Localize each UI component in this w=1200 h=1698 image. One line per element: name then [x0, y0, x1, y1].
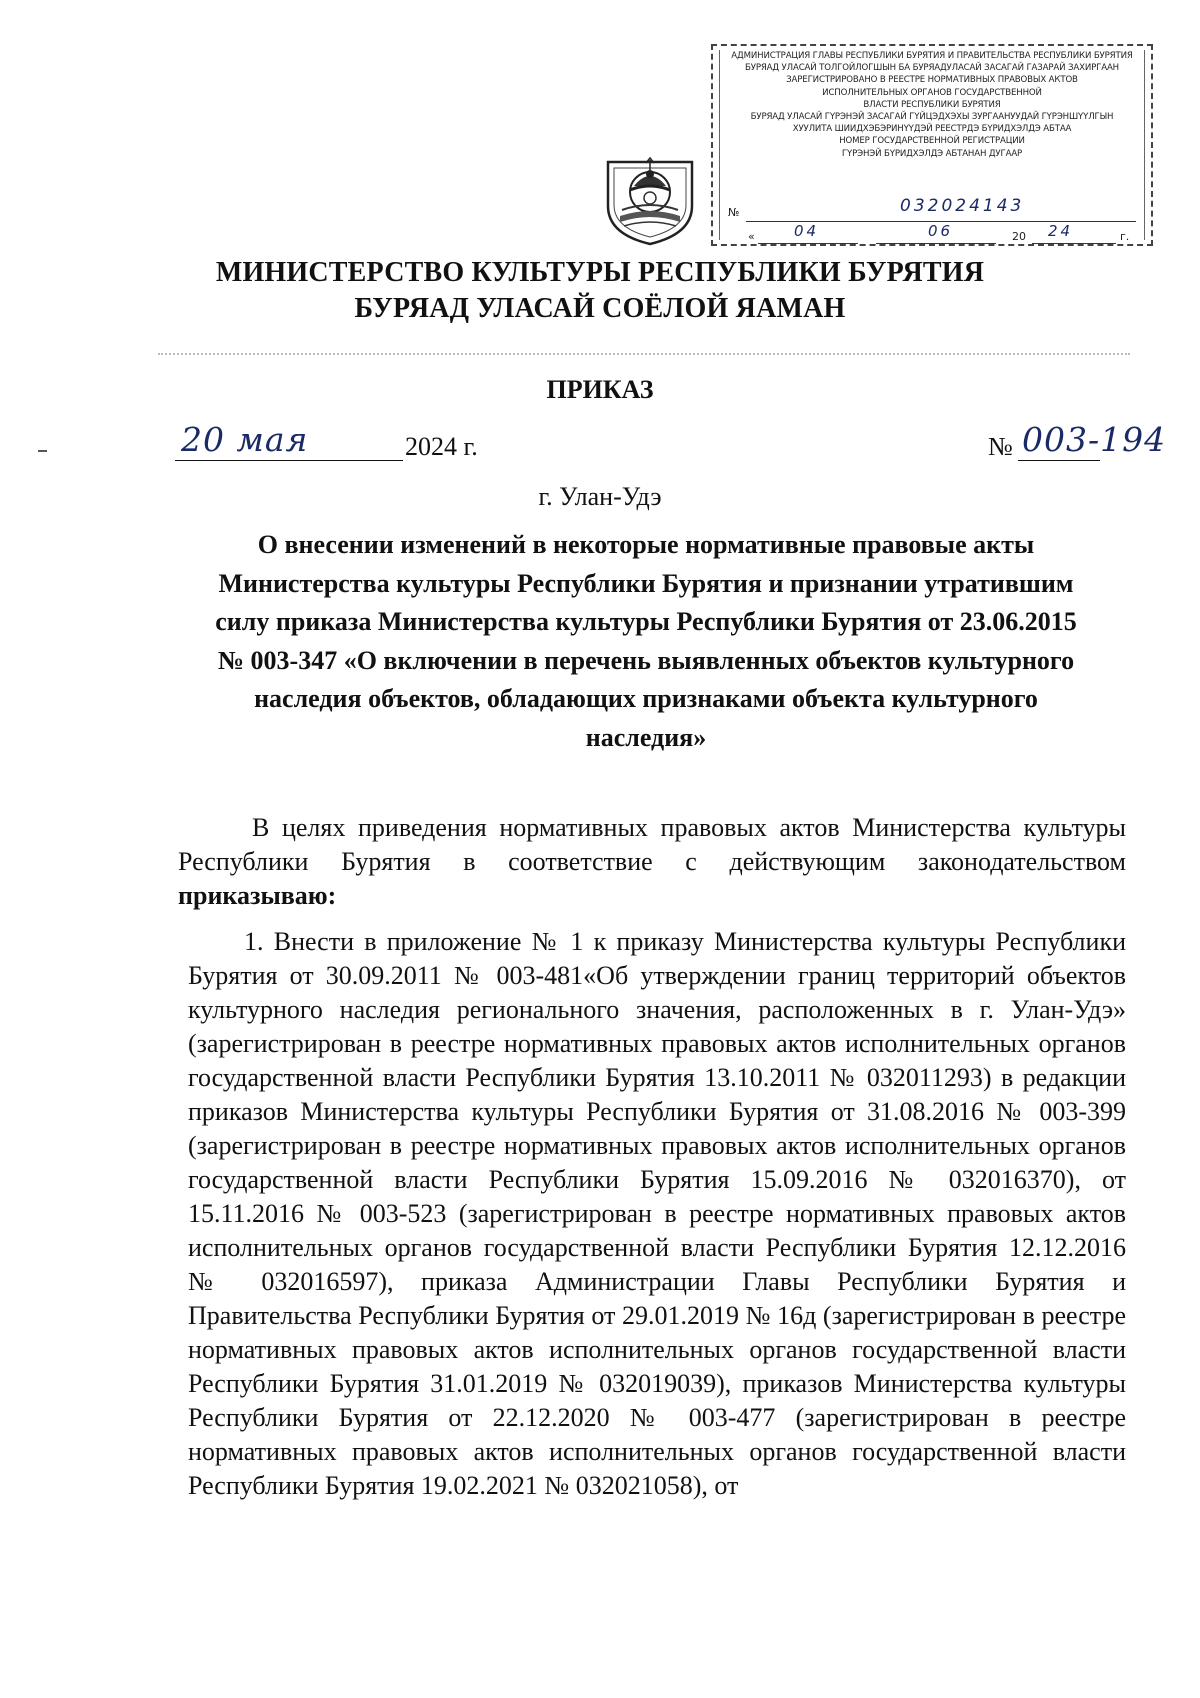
stamp-registration-number: 032024143: [900, 196, 1025, 216]
preamble-paragraph: [178, 811, 1126, 913]
order-heading: ПРИКАЗ: [546, 375, 654, 404]
item-1-paragraph: 1. Внести в приложение № 1 к приказу Министерства культуры Республики Бурятия от 30.09.2011 № 003-481«Об утверждении границ территорий объектов культурного наследия регионального значения, расположенных в г. Улан-Удэ» (зарегистрирован в реестре нормативных правовых актов исполнительных органов государственной власти Республики Бурятия 13.10.2011 № 032011293) в редакции приказов Министерства культуры Республики Бурятия от 31.08.2016 № 003-399 (зарегистрирован в реестре нормативных правовых актов исполнительных органов государственной власти Республики Бурятия 15.09.2016 № 032016370), от 15.11.2016 № 003-523 (зарегистрирован в реестре нормативных правовых актов исполнительных органов государственной власти Республики Бурятия 12.12.2016 № 032016597), приказа Администрации Главы Республики Бурятия и Правительства Республики Бурятия от 29.01.2019 № 16д (зарегистрирован в реестре нормативных правовых актов исполнительных органов государственной власти Республики Бурятия 31.01.2019 № 032019039), приказов Министерства культуры Республики Бурятия от 22.12.2020 № 003-477 (зарегистрирован в реестре нормативных правовых актов исполнительных органов государственной власти Республики Бурятия 19.02.2021 № 032021058), от: [188, 927, 1126, 1500]
order-date-handwritten: 20 мая: [181, 420, 309, 459]
stamp-line: АДМИНИСТРАЦИЯ ГЛАВЫ РЕСПУБЛИКИ БУРЯТИЯ И ПРАВИТЕЛЬСТВА РЕСПУБЛИКИ БУРЯТИЯ: [731, 51, 1133, 61]
stamp-date-suffix: г.: [1120, 230, 1130, 243]
stamp-line: НОМЕР ГОСУДАРСТВЕННОЙ РЕГИСТРАЦИИ: [839, 136, 1025, 147]
preamble-command: приказываю:: [178, 881, 337, 910]
stamp-line: ГҮРЭНЭЙ БҮРИДХЭЛДЭ АБТАHАН ДУГААР: [841, 148, 1023, 159]
stamp-date-quote: «: [748, 230, 755, 243]
title-line: наследия»: [585, 722, 707, 752]
stamp-date-century: 20: [1012, 230, 1026, 243]
stamp-number-label: №: [728, 206, 740, 219]
order-number: [988, 420, 1167, 464]
stamp-line: ХУУЛИТА ШИИДХЭБЭРИНҮҮДЭЙ РЕЕСТРДЭ БҮРИДХЭЛДЭ АБТАА: [792, 124, 1072, 135]
stamp-date-year: 24: [1048, 222, 1074, 240]
margin-mark: [38, 450, 47, 452]
stamp-date-month: 06: [928, 222, 954, 240]
order-number-handwritten: 003-194: [1022, 420, 1167, 459]
order-number-sign: №: [988, 432, 1013, 461]
header-divider: [158, 353, 1130, 355]
title-line: О внесении изменений в некоторые нормативные правовые акты: [257, 530, 1035, 559]
stamp-line: БУРЯАД УЛАСАЙ ГҮРЭНЭЙ ЗАСАГАЙ ГҮЙЦЭДХЭХЫ ЗУРГААНУУДАЙ ГҮРЭНШҮҮЛГЫН: [750, 112, 1114, 123]
title-line: силу приказа Министерства культуры Республики Бурятия от 23.06.2015: [215, 607, 1077, 636]
ministry-name-ru: МИНИСТЕРСТВО КУЛЬТУРЫ РЕСПУБЛИКИ БУРЯТИЯ: [215, 257, 985, 288]
title-line: № 003-347 «О включении в перечень выявленных объектов культурного: [217, 645, 1075, 675]
preamble-text: В целях приведения нормативных правовых актов Министерства культуры Республики Бурятия в соответствие с действующим законодательством: [178, 813, 1126, 876]
stamp-line: ЗАРЕГИСТРИРОВАНО В РЕЕСТРЕ НОРМАТИВНЫХ ПРАВОВЫХ АКТОВ: [786, 75, 1078, 86]
ministry-name-bua: БУРЯАД УЛАСАЙ СОЁЛОЙ ЯАМАН: [354, 293, 846, 324]
stamp-line: ИСПОЛНИТЕЛЬНЫХ ОРГАНОВ ГОСУДАРСТВЕННОЙ: [822, 87, 1042, 98]
order-date-year: 2024 г.: [405, 432, 478, 461]
stamp-line: БУРЯАД УЛАСАЙ ТОЛГОЙЛОГШЫН БА БУРЯАДУЛАСАЙ ЗАСАГАЙ ГАЗАРАЙ ЗАХИРГААН: [745, 63, 1119, 74]
title-line: Министерства культуры Республики Бурятия и признании утратившим: [218, 568, 1074, 598]
coat-of-arms-emblem: [600, 148, 700, 246]
order-date: [175, 420, 575, 464]
stamp-line: ВЛАСТИ РЕСПУБЛИКИ БУРЯТИЯ: [863, 99, 1001, 110]
title-line: наследия объектов, обладающих признаками объекта культурного: [254, 684, 1038, 713]
order-city: г. Улан-Удэ: [538, 482, 662, 511]
order-title: [168, 526, 1124, 757]
registration-stamp: [711, 44, 1153, 246]
stamp-date-day: 04: [794, 222, 820, 240]
